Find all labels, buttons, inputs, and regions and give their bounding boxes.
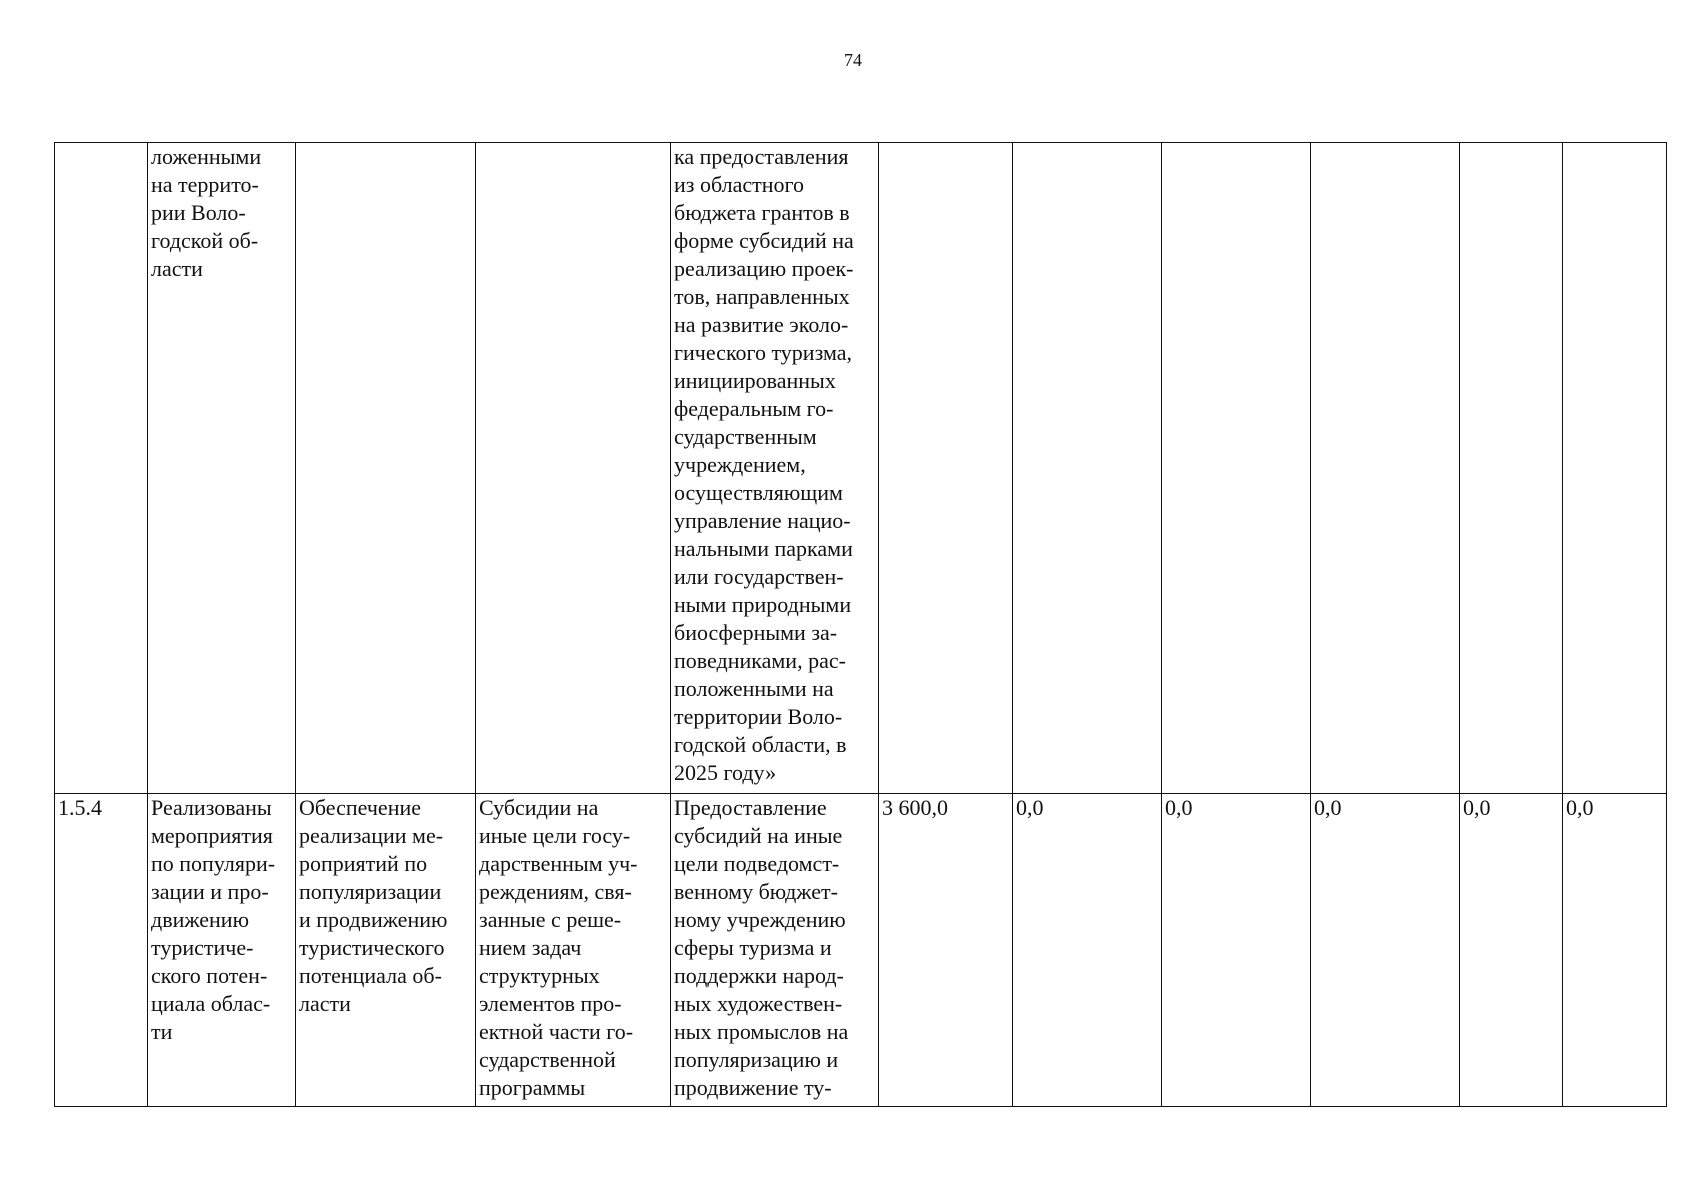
value-cell	[1162, 143, 1311, 794]
description-cell: ка предоставления из областного бюджета грантов в форме субсидий на реализацию проек- тов, направленных на развитие эколо- гического туризма, инициированных федеральным го- сударственным учреждением, осуществляющим управление нацио- нальными парками или государствен- ными природными биосферными за- поведниками, рас- положенными на территории Воло- годской области, в 2025 году»	[671, 143, 879, 794]
value-cell: 3 600,0	[879, 794, 1013, 1107]
result-cell: Реализованы мероприятия по популяри- зации и про- движению туристиче- ского потен- циала облас- ти	[148, 794, 296, 1107]
measure-cell	[296, 143, 476, 794]
table-row	[55, 794, 1667, 1107]
value-cell: 0,0	[1460, 794, 1563, 1107]
result-cell: ложенными на террито- рии Воло- годской об- ласти	[148, 143, 296, 794]
value-cell: 0,0	[1162, 794, 1311, 1107]
value-cell	[1563, 143, 1667, 794]
value-cell	[1311, 143, 1460, 794]
value-cell: 0,0	[1311, 794, 1460, 1107]
value-cell	[879, 143, 1013, 794]
budget-table	[54, 142, 1667, 1107]
type-cell: Субсидии на иные цели госу- дарственным уч- реждениям, свя- занные с реше- нием задач структурных элементов про- ектной части го- сударственной программы	[476, 794, 671, 1107]
page-number: 74	[844, 50, 862, 70]
item-number-cell	[55, 143, 148, 794]
value-cell: 0,0	[1013, 794, 1162, 1107]
description-cell: Предоставление субсидий на иные цели подведомст- венному бюджет- ному учреждению сферы туризма и поддержки народ- ных художествен- ных промыслов на популяризацию и продвижение ту-	[671, 794, 879, 1107]
value-cell	[1013, 143, 1162, 794]
measure-cell: Обеспечение реализации ме- роприятий по популяризации и продвижению туристического потенциала об- ласти	[296, 794, 476, 1107]
table-row	[55, 143, 1667, 794]
value-cell	[1460, 143, 1563, 794]
type-cell	[476, 143, 671, 794]
value-cell: 0,0	[1563, 794, 1667, 1107]
item-number-cell: 1.5.4	[55, 794, 148, 1107]
